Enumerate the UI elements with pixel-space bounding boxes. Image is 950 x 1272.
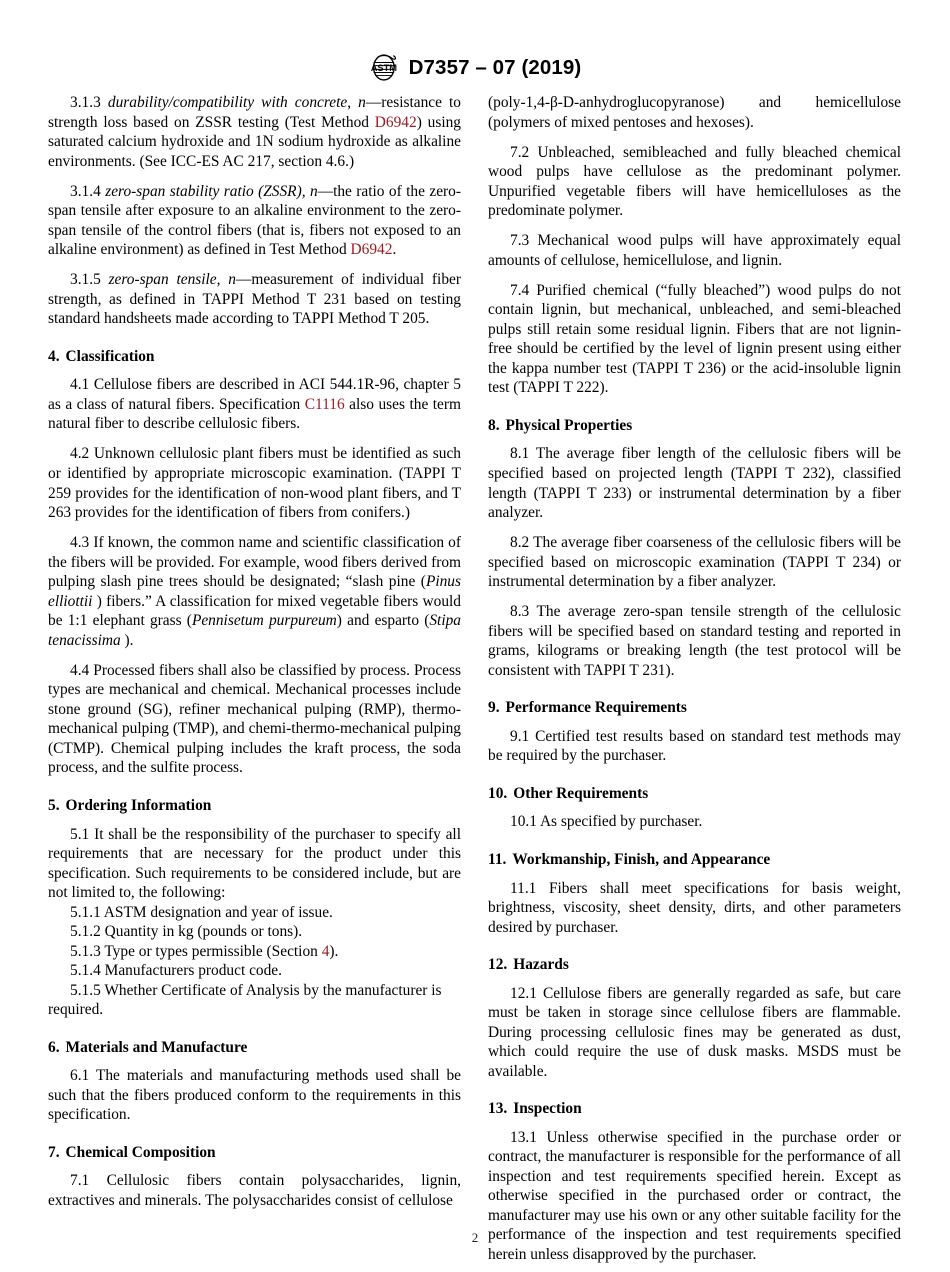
paragraph-text: The average fiber length of the cellulosic fibers will be specified based on projected length (TAPPI T 232), classified length (TAPPI T 233) or instrumental determination by a fiber analyzer. bbox=[488, 445, 902, 522]
paragraph-5-1-2 bbox=[48, 922, 461, 942]
heading-number: 11. bbox=[488, 850, 507, 868]
paragraph-11-1 bbox=[488, 879, 901, 938]
paragraph-7-2 bbox=[488, 143, 901, 221]
section-number: 8.1 bbox=[510, 445, 530, 463]
paragraph-text: —the ratio of the zero-span tensile after exposure to an alkaline environment to the zero-span tensile of the control fibers (that is, fibers not exposed to an alkaline environment) as defined in Test Method bbox=[48, 182, 461, 259]
paragraph-4-2 bbox=[48, 444, 461, 522]
section-number: 4.2 bbox=[70, 445, 90, 463]
section-number: 7.4 bbox=[510, 281, 530, 299]
term-definition: durability/compatibility with concrete, n bbox=[107, 94, 366, 111]
paragraph-text: Cellulose fibers are described in ACI 544.1R-96, chapter 5 as a class of natural fibers. Specification bbox=[48, 376, 461, 413]
reference-link-d6942[interactable]: D6942 bbox=[374, 113, 417, 131]
paragraph-text: ) and esparto ( bbox=[336, 612, 430, 630]
section-number: 11.1 bbox=[510, 879, 537, 897]
heading-title: Performance Requirements bbox=[505, 699, 687, 717]
term-definition: zero-span stability ratio (ZSSR), n bbox=[105, 182, 318, 200]
page-number: 2 bbox=[471, 1230, 479, 1245]
section-number: 5.1 bbox=[70, 825, 90, 843]
paragraph-12-1 bbox=[488, 984, 901, 1082]
heading-5-ordering-information bbox=[48, 796, 461, 816]
heading-8-physical-properties bbox=[488, 416, 901, 436]
paragraph-text: ) fibers.” A classification for mixed vegetable fibers would be 1:1 elephant grass ( bbox=[48, 592, 461, 630]
paragraph-8-2 bbox=[488, 533, 901, 592]
paragraph-text: Type or types permissible (Section bbox=[104, 942, 322, 960]
section-number: 4.1 bbox=[70, 376, 90, 394]
paragraph-3-1-3 bbox=[48, 93, 461, 171]
paragraph-text: ) using saturated calcium hydroxide and 1N sodium hydroxide as alkaline environments. (See ICC-ES AC 217, section 4.6.) bbox=[48, 113, 462, 170]
right-column bbox=[488, 93, 901, 1265]
paragraph-9-1 bbox=[488, 727, 901, 766]
paragraph-7-4 bbox=[488, 281, 901, 398]
section-number: 8.2 bbox=[510, 534, 530, 552]
section-number: 6.1 bbox=[70, 1067, 90, 1085]
section-number: 12.1 bbox=[510, 984, 537, 1002]
reference-link-c1116[interactable]: C1116 bbox=[304, 395, 345, 413]
paragraph-text: Unless otherwise specified in the purchase order or contract, the manufacturer is responsible for the performance of all inspection and test requirements specified herein. Except as otherwise specified in the purchased order or contract, the manufacturer may use his own or any other suitable facility for the performance of the inspection and test requirements specified herein unless disapproved by the purchaser. bbox=[488, 1128, 901, 1263]
heading-title: Ordering Information bbox=[65, 796, 212, 814]
left-column bbox=[48, 93, 461, 1265]
section-number: 13.1 bbox=[510, 1128, 537, 1146]
paragraph-5-1 bbox=[48, 825, 461, 903]
paragraph-5-1-1 bbox=[48, 903, 461, 923]
heading-title: Classification bbox=[65, 347, 155, 365]
section-number: 7.2 bbox=[510, 143, 530, 161]
paragraph-text: The materials and manufacturing methods used shall be such that the fibers produced conform to the requirements in this specification. bbox=[48, 1067, 461, 1124]
paragraph-text: Certified test results based on standard test methods may be required by the purchaser. bbox=[488, 727, 901, 765]
svg-text:ASTM: ASTM bbox=[370, 63, 397, 74]
heading-title: Inspection bbox=[513, 1100, 582, 1118]
paragraph-text: ). bbox=[120, 631, 134, 649]
paragraph-text: Manufacturers product code. bbox=[104, 962, 282, 980]
reference-link-section-4[interactable]: 4 bbox=[321, 942, 330, 960]
heading-title: Chemical Composition bbox=[65, 1143, 216, 1161]
section-number: 10.1 bbox=[510, 813, 537, 831]
paragraph-4-4 bbox=[48, 661, 461, 778]
heading-number: 9. bbox=[488, 699, 500, 717]
heading-number: 4. bbox=[48, 347, 60, 365]
heading-number: 8. bbox=[488, 416, 500, 434]
paragraph-10-1 bbox=[488, 812, 901, 832]
section-number: 5.1.3 bbox=[70, 942, 101, 960]
paragraph-text: also uses the term natural fiber to describe cellulosic fibers. bbox=[48, 395, 461, 433]
scientific-name: Stipa tenacissima bbox=[48, 612, 461, 649]
heading-13-inspection bbox=[488, 1099, 901, 1119]
scientific-name: Pinus elliottii bbox=[48, 573, 461, 610]
section-number: 5.1.4 bbox=[70, 962, 101, 980]
section-number: 3.1.4 bbox=[70, 182, 101, 200]
paragraph-text: ASTM designation and year of issue. bbox=[103, 903, 333, 921]
heading-number: 13. bbox=[488, 1100, 508, 1118]
section-number: 7.1 bbox=[70, 1172, 90, 1190]
paragraph-text: . bbox=[392, 241, 397, 259]
section-number: 8.3 bbox=[510, 603, 530, 621]
paragraph-text: The average zero-span tensile strength of the cellulosic fibers will be specified based on standard testing and reported in grams, kilograms or breaking length (the test protocol will be consistent with TAPPI T 231). bbox=[488, 603, 901, 679]
paragraph-text: —measurement of individual fiber strength, as defined in TAPPI Method T 231 based on testing standard handsheets made according to TAPPI Method T 205. bbox=[48, 271, 461, 328]
heading-title: Hazards bbox=[513, 956, 569, 974]
section-number: 5.1.1 bbox=[70, 903, 101, 921]
paragraph-8-3 bbox=[488, 602, 901, 680]
paragraph-4-1 bbox=[48, 375, 461, 434]
heading-title: Workmanship, Finish, and Appearance bbox=[512, 850, 771, 868]
heading-number: 5. bbox=[48, 796, 60, 814]
heading-title: Materials and Manufacture bbox=[65, 1038, 248, 1056]
heading-4-classification bbox=[48, 347, 461, 367]
section-number: 5.1.2 bbox=[70, 923, 101, 941]
paragraph-text: Cellulosic fibers contain polysaccharides, lignin, extractives and minerals. The polysaccharides consist of cellulose bbox=[48, 1172, 461, 1209]
heading-6-materials-and-manufacture bbox=[48, 1038, 461, 1058]
paragraph-text: Cellulose fibers are generally regarded as safe, but care must be taken in storage since cellulose fibers are flammable. During processing cellulosic fines may be generated as dust, which could require the use of dusk masks. MSDS must be available. bbox=[488, 984, 901, 1080]
paragraph-3-1-5 bbox=[48, 270, 461, 329]
heading-7-chemical-composition bbox=[48, 1143, 461, 1163]
heading-number: 7. bbox=[48, 1143, 60, 1161]
paragraph-text: Mechanical wood pulps will have approximately equal amounts of cellulose, hemicellulose, and lignin. bbox=[488, 232, 901, 269]
paragraph-text: Quantity in kg (pounds or tons). bbox=[104, 923, 303, 941]
paragraph-7-1 bbox=[48, 1171, 461, 1210]
section-number: 3.1.3 bbox=[70, 94, 101, 111]
heading-title: Other Requirements bbox=[513, 784, 649, 802]
paragraph-text: —resistance to strength loss based on ZSSR testing (Test Method bbox=[48, 94, 461, 131]
paragraph-text: The average fiber coarseness of the cellulosic fibers will be specified based on microscopic examination (TAPPI T 234) or instrumental determination by a fiber analyzer. bbox=[488, 534, 901, 591]
body-columns bbox=[48, 93, 902, 1265]
heading-number: 10. bbox=[488, 784, 508, 802]
paragraph-5-1-4 bbox=[48, 961, 461, 981]
section-number: 9.1 bbox=[510, 727, 530, 745]
paragraph-text: Fibers shall meet specifications for basis weight, brightness, viscosity, sheet density, dirts, and other parameters desired by purchaser. bbox=[488, 879, 901, 936]
document-designation: D7357 – 07 (2019) bbox=[408, 55, 582, 79]
paragraph-text: It shall be the responsibility of the purchaser to specify all requirements that are necessary for the product under this specification. Such requirements to be considered include, but are not limited to, the following: bbox=[48, 825, 461, 902]
term-definition: zero-span tensile, n bbox=[108, 271, 236, 289]
section-number: 4.3 bbox=[70, 534, 90, 552]
paragraph-text: Processed fibers shall also be classified by process. Process types are mechanical and chemical. Mechanical processes include stone ground (SG), refiner mechanical pulping (RMP), thermo-mechanical pulping (TMP), and chemi-thermo-mechanical pulping (CTMP). Chemical pulping includes the kraft process, the soda process, and the sulfite process. bbox=[48, 661, 461, 777]
paragraph-6-1 bbox=[48, 1066, 461, 1125]
section-number: 4.4 bbox=[70, 661, 90, 679]
paragraph-text: Unbleached, semibleached and fully bleached chemical wood pulps have cellulose as the predominant polymer. Unpurified vegetable fibers will have hemicelluloses as the predominate polymer. bbox=[488, 143, 901, 220]
page-header bbox=[0, 52, 950, 83]
heading-number: 12. bbox=[488, 956, 508, 974]
heading-10-other-requirements bbox=[488, 784, 901, 804]
paragraph-7-3 bbox=[488, 231, 901, 270]
paragraph-5-1-5 bbox=[48, 981, 461, 1020]
heading-title: Physical Properties bbox=[505, 416, 633, 434]
paragraph-4-3 bbox=[48, 533, 461, 650]
scientific-name: Pennisetum purpureum bbox=[191, 612, 337, 630]
paragraph-text: Purified chemical (“fully bleached”) wood pulps do not contain lignin, but mechanical, unbleached, and semi-bleached pulps still retain some residual lignin. Fibers that are not lignin-free should be certified by the level of lignin present using either the kappa number test (TAPPI T 236) or the acid-insoluble lignin test (TAPPI T 222). bbox=[488, 281, 901, 397]
astm-logo-icon bbox=[369, 52, 400, 83]
heading-number: 6. bbox=[48, 1038, 60, 1056]
reference-link-d6942[interactable]: D6942 bbox=[350, 241, 393, 259]
paragraph-8-1 bbox=[488, 444, 901, 522]
paragraph-text: ). bbox=[329, 942, 339, 960]
paragraph-text: Unknown cellulosic plant fibers must be identified as such or identified by appropriate microscopic examination. (TAPPI T 259 provides for the identification of non-wood plant fibers, and T 263 provides for the identification of fibers from conifers.) bbox=[48, 445, 462, 522]
heading-11-workmanship-finish-appearance bbox=[488, 850, 901, 870]
section-number: 3.1.5 bbox=[70, 271, 101, 289]
paragraph-5-1-3 bbox=[48, 942, 461, 962]
paragraph-7-1-continuation: (poly-1,4-β-D-anhydroglucopyranose) and hemicellulose (polymers of mixed pentoses and hexoses). bbox=[488, 94, 901, 131]
section-number: 5.1.5 bbox=[70, 981, 101, 999]
heading-9-performance-requirements bbox=[488, 698, 901, 718]
paragraph-3-1-4 bbox=[48, 182, 461, 260]
paragraph-text: If known, the common name and scientific classification of the fibers will be provided. For example, wood fibers derived from pulping slash pine trees should be designated; “slash pine ( bbox=[48, 534, 461, 591]
paragraph-text: Whether Certificate of Analysis by the manufacturer is required. bbox=[48, 981, 442, 1019]
heading-12-hazards bbox=[488, 955, 901, 975]
paragraph-text: As specified by purchaser. bbox=[539, 813, 703, 831]
section-number: 7.3 bbox=[510, 232, 530, 250]
